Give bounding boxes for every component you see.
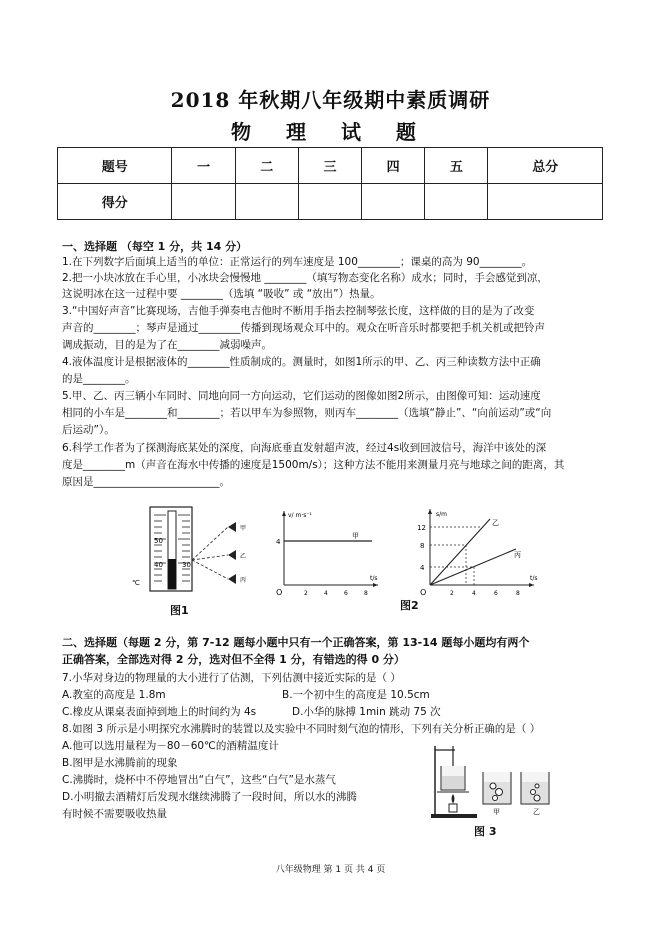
bubble	[534, 795, 540, 801]
series-label: 丙	[514, 551, 521, 559]
section1-q4-line: 4.液体温度计是根据液体的________性质制成的。测量时，如图1所示的甲、乙、丙三种读数方法中正确	[62, 356, 541, 368]
score-input-cell[interactable]	[362, 184, 425, 220]
observer-label: 乙	[240, 553, 247, 560]
y-tick-label: 12	[417, 524, 426, 532]
q8-option-a: A.他可以选用量程为－80－60℃的酒精温度计	[62, 740, 279, 752]
bubble	[535, 784, 539, 788]
section1-q6-line: 原因是________________________。	[62, 476, 230, 488]
q7-option-d: D.小华的脉搏 1min 跳动 75 次	[292, 706, 441, 718]
score-cell: 三	[298, 148, 361, 184]
section2-heading-line: 正确答案，全部选对得 2 分，选对但不全得 1 分，有错选的得 0 分）	[62, 653, 405, 666]
y-tick-label: 4	[420, 564, 425, 572]
x-tick-label: 8	[516, 590, 520, 597]
y-axis-label: s/m	[436, 511, 447, 518]
series-line-yi	[430, 519, 490, 585]
score-input-cell[interactable]	[235, 184, 298, 220]
q8-stem: 8.如图 3 所示是小明探究水沸腾时的装置以及实验中不同时刻气泡的情形，下列有关分析正确的是（ ）	[62, 723, 541, 735]
score-label-cell: 得分	[58, 184, 172, 220]
score-input-cell[interactable]	[172, 184, 235, 220]
figure1-label: 图1	[170, 604, 189, 617]
x-tick-label: 2	[304, 590, 308, 597]
section1-q6-line: 度是________m（声音在海水中传播的速度是1500m/s）；这种方法不能用来测量月亮与地球之间的距离，其	[62, 459, 565, 471]
q8-option-c: C.沸腾时，烧杯中不停地冒出“白气”，这些“白气”是水蒸气	[62, 774, 336, 786]
section1-q5-line: 后运动”）。	[62, 424, 115, 436]
q8-option-d: 有时候不需要吸收热量	[62, 808, 167, 820]
figure2-st-graph	[412, 505, 542, 597]
x-tick-label: 2	[450, 590, 454, 597]
observer-label: 丙	[240, 577, 247, 584]
x-tick-label: 6	[344, 590, 348, 597]
bubble	[496, 789, 503, 796]
exam-subtitle: 物 理 试 题	[231, 120, 430, 144]
section1-q3-line: 调成振动，目的是为了在________减弱噪声。	[62, 339, 272, 351]
figure3-boiling-apparatus	[425, 742, 560, 820]
section1-q2-line: 2.把一小块冰放在手心里，小冰块会慢慢地 ________（填写物态变化名称）成水；同时，手会感觉到凉，	[62, 272, 548, 284]
water	[442, 776, 464, 789]
section1-heading: 一、选择题 （每空 1 分，共 14 分）	[62, 240, 248, 253]
exam-title: 2018 年秋期八年级期中素质调研	[170, 88, 491, 112]
observer-label: 甲	[240, 525, 247, 532]
section1-q3-line: 声音的________；琴声是通过________传播到现场观众耳中的。观众在听音乐时都要把手机关机或把铃声	[62, 322, 545, 334]
beaker-label: 甲	[493, 808, 500, 816]
y-tick-label: 8	[420, 542, 425, 550]
thermometer-liquid	[168, 559, 176, 589]
thermometer-tick-label: 50	[154, 537, 163, 545]
q8-option-b: B.图甲是水沸腾前的现象	[62, 757, 178, 769]
score-table-score-row	[58, 184, 603, 220]
score-cell: 五	[425, 148, 488, 184]
alcohol-lamp	[449, 804, 457, 812]
score-input-cell[interactable]	[298, 184, 361, 220]
origin-label: O	[276, 588, 283, 597]
score-cell: 总分	[488, 148, 603, 184]
section2-heading	[62, 634, 612, 668]
arrow-icon	[282, 511, 286, 516]
thermometer-tick-label: 40	[154, 561, 163, 569]
arrow-icon	[428, 509, 432, 514]
eye-icon	[228, 522, 236, 584]
series-label: 乙	[492, 519, 499, 527]
section1-q5-line: 相同的小车是________和________；若以甲车为参照物，则丙车________（选填“静止”、“向前运动”或“向	[62, 407, 552, 419]
bubble	[493, 796, 498, 801]
thermometer-tick-label: 30	[182, 561, 191, 569]
bubble	[531, 790, 536, 795]
bubble	[490, 783, 496, 789]
score-input-cell[interactable]	[425, 184, 488, 220]
q7-option-a: A.教室的高度是 1.8m	[62, 689, 166, 701]
q8-option-d: D.小明撤去酒精灯后发现水继续沸腾了一段时间，所以水的沸腾	[62, 791, 357, 803]
thermometer-unit: ℃	[132, 579, 140, 587]
x-tick-label: 4	[472, 590, 476, 597]
q7-option-b: B.一个初中生的高度是 10.5cm	[282, 689, 430, 701]
figure2-label: 图2	[400, 599, 419, 612]
stand-base	[431, 814, 477, 818]
score-cell: 四	[362, 148, 425, 184]
score-input-cell[interactable]	[488, 184, 603, 220]
q7-stem: 7.小华对身边的物理量的大小进行了估测，下列估测中接近实际的是（ ）	[62, 672, 401, 684]
section1-q1-line: 1.在下列数字后面填上适当的单位：正常运行的列车速度是 100________；课桌的高为 90________。	[62, 256, 533, 268]
section1-q6-line: 6.科学工作者为了探测海底某处的深度，向海底垂直发射超声波，经过4s收到回波信号，海洋中该处的深	[62, 442, 547, 454]
q7-option-c: C.橡皮从课桌表面掉到地上的时间约为 4s	[62, 706, 257, 718]
sight-lines	[192, 527, 228, 579]
score-cell: 二	[235, 148, 298, 184]
section1-q5-line: 5.甲、乙、丙三辆小车同时、同地向同一方向运动，它们运动的图像如图2所示，由图像可知：运动速度	[62, 390, 541, 402]
section1-q2-line: 这说明冰在这一过程中要 ________（选填 “吸收” 或 “放出”）热量。	[62, 288, 381, 300]
figure3-label: 图 3	[474, 825, 497, 838]
score-cell: 题号	[58, 148, 172, 184]
x-tick-label: 8	[364, 590, 368, 597]
x-tick-label: 4	[324, 590, 328, 597]
beaker-label: 乙	[533, 808, 540, 816]
section2-heading-line: 二、选择题（每题 2 分，第 7-12 题每小题中只有一个正确答案，第 13-14 题每小题均有两个	[62, 636, 530, 649]
section1-q3-line: 3.“中国好声音”比赛现场，吉他手弹奏电吉他时不断用手指去控制琴弦长度，这样做的目的是为了改变	[62, 305, 535, 317]
figure2-vt-graph	[270, 505, 385, 597]
section1-q4-line: 的是________。	[62, 373, 136, 385]
y-axis-label: v/ m·s⁻¹	[288, 512, 312, 519]
x-tick-label: 6	[494, 590, 498, 597]
x-axis-label: t/s	[530, 575, 538, 582]
x-axis-label: t/s	[370, 575, 378, 582]
y-tick-label: 4	[276, 538, 281, 546]
score-cell: 一	[172, 148, 235, 184]
arrow-icon	[529, 583, 534, 587]
flame-icon	[452, 794, 455, 804]
origin-label: O	[420, 588, 427, 597]
page-footer: 八年级物理 第 1 页 共 4 页	[275, 865, 386, 875]
series-label: 甲	[352, 532, 359, 540]
score-table-header-row	[58, 148, 603, 184]
arrow-icon	[373, 583, 378, 587]
figure1-thermometer	[128, 503, 268, 598]
score-table	[57, 147, 603, 220]
